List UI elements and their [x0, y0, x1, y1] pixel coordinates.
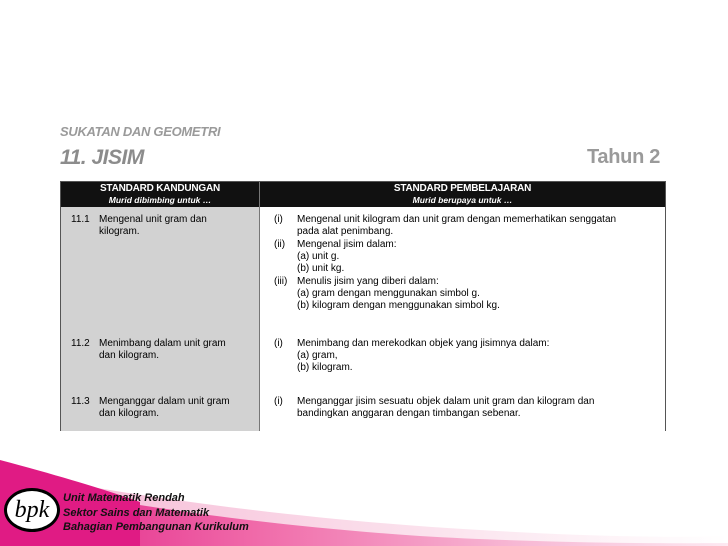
item-roman: (ii) — [274, 239, 286, 250]
bpk-logo: bpk — [4, 488, 60, 532]
footer-line: Unit Matematik Rendah — [63, 492, 185, 504]
learning-standard-column — [260, 207, 665, 431]
sub-item: (b) kilogram. — [297, 362, 353, 374]
footer-organization — [63, 491, 249, 535]
item-line: pada alat penimbang. — [297, 226, 394, 238]
sub-item: (b) kilogram dengan menggunakan simbol kg. — [297, 300, 500, 312]
item-line: Menganggar jisim sesuatu objek dalam unit gram dan kilogram dan — [297, 396, 595, 407]
standard-number: 11.1 — [71, 214, 90, 225]
item-roman: (i) — [274, 338, 283, 349]
item-roman: (i) — [274, 214, 283, 225]
table-header — [61, 182, 665, 207]
header-title: STANDARD KANDUNGAN — [99, 183, 221, 194]
sub-item: (a) gram, — [297, 350, 338, 362]
content-line: kilogram. — [99, 226, 140, 238]
content-line: Menimbang dalam unit gram — [99, 338, 226, 349]
chapter-title: 11. JISIM — [60, 146, 144, 169]
content-line: Menganggar dalam unit gram — [99, 396, 230, 407]
standards-table — [60, 181, 666, 431]
sub-item: (a) unit g. — [297, 251, 340, 263]
header-subtitle: Murid dibimbing untuk … — [108, 195, 212, 205]
standard-number: 11.3 — [71, 396, 90, 407]
sub-item: (a) gram dengan menggunakan simbol g. — [297, 288, 480, 300]
standard-number: 11.2 — [71, 338, 90, 349]
item-roman: (i) — [274, 396, 283, 407]
content-line: Mengenal unit gram dan — [99, 214, 207, 225]
item-line: Mengenal jisim dalam: — [297, 239, 397, 250]
content-line: dan kilogram. — [99, 350, 160, 362]
item-line: Mengenal unit kilogram dan unit gram dengan memerhatikan senggatan — [297, 214, 617, 225]
content-line: dan kilogram. — [99, 408, 160, 420]
header-subtitle: Murid berupaya untuk … — [412, 195, 513, 205]
item-line: bandingkan anggaran dengan timbangan sebenar. — [297, 408, 521, 420]
sub-item: (b) unit kg. — [297, 263, 345, 275]
item-line: Menulis jisim yang diberi dalam: — [297, 276, 439, 287]
year-label: Tahun 2 — [587, 146, 661, 168]
item-roman: (iii) — [274, 276, 288, 287]
header-standard-pembelajaran — [260, 182, 665, 207]
item-line: Menimbang dan merekodkan objek yang jisimnya dalam: — [297, 338, 550, 349]
content-standard-column — [61, 207, 260, 431]
footer-line: Sektor Sains dan Matematik — [63, 506, 210, 519]
footer-line: Bahagian Pembangunan Kurikulum — [63, 521, 249, 533]
section-title: SUKATAN DAN GEOMETRI — [60, 124, 221, 139]
header-title: STANDARD PEMBELAJARAN — [393, 183, 532, 194]
header-standard-kandungan — [61, 182, 260, 207]
